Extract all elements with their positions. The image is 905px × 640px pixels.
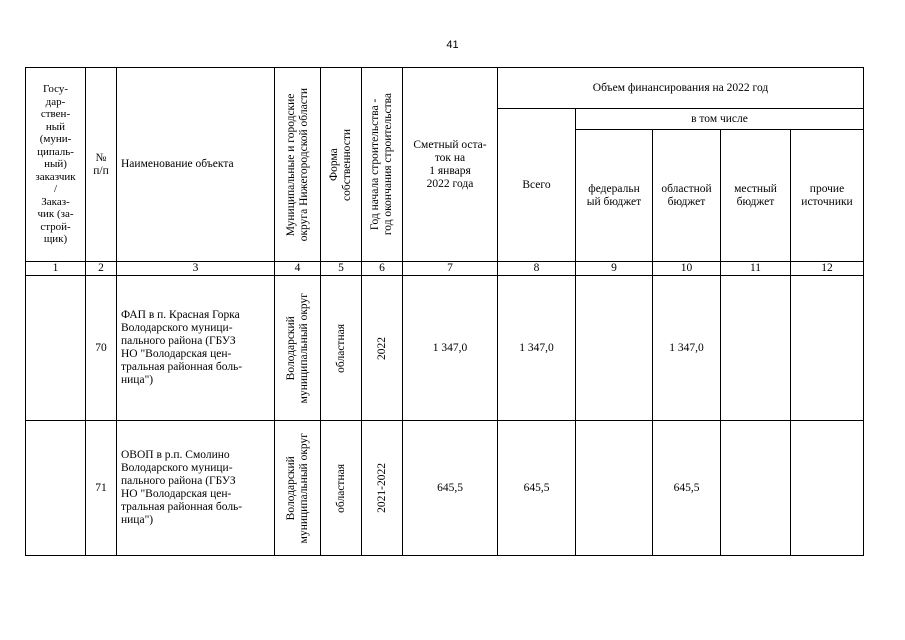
column-number: 6 (362, 262, 403, 276)
header-district-text: Муниципальные и городские округа Нижегородской области (284, 87, 310, 242)
cell-object-name: ОВОП в р.п. Смолино Володарского муници- пального района (ГБУЗ НО "Володарская цен- тральная районная боль- ница") (117, 421, 275, 556)
financing-table (25, 67, 864, 556)
cell-customer (26, 421, 86, 556)
column-number: 7 (403, 262, 498, 276)
cell-total: 645,5 (498, 421, 576, 556)
header-object-name: Наименование объекта (117, 68, 275, 262)
cell-district (275, 276, 321, 421)
header-regional: областной бюджет (653, 130, 721, 262)
cell-district (275, 421, 321, 556)
cell-years-text: 2021-2022 (375, 463, 388, 513)
column-number: 2 (86, 262, 117, 276)
cell-estimate: 1 347,0 (403, 276, 498, 421)
cell-federal (576, 276, 653, 421)
page-number: 41 (446, 39, 459, 51)
header-total: Всего (498, 109, 576, 262)
header-financing: Объем финансирования на 2022 год (498, 68, 864, 109)
cell-years (362, 421, 403, 556)
column-number: 8 (498, 262, 576, 276)
cell-customer (26, 276, 86, 421)
cell-ownership (321, 276, 362, 421)
cell-ownership (321, 421, 362, 556)
column-number: 5 (321, 262, 362, 276)
cell-local (721, 421, 791, 556)
cell-years (362, 276, 403, 421)
table-row (26, 421, 864, 556)
header-number: № п/п (86, 68, 117, 262)
column-number: 12 (791, 262, 864, 276)
cell-ownership-text: областная (334, 463, 347, 513)
header-federal: федеральн ый бюджет (576, 130, 653, 262)
cell-object-name: ФАП в п. Красная Горка Володарского муници- пального района (ГБУЗ НО "Володарская цен- тральная районная боль- ница") (117, 276, 275, 421)
table-row (26, 276, 864, 421)
header-years-text: Год начала строительства - год окончания строительства (369, 93, 394, 236)
cell-ownership-text: областная (334, 323, 347, 373)
cell-federal (576, 421, 653, 556)
cell-other (791, 421, 864, 556)
cell-number: 71 (86, 421, 117, 556)
cell-number: 70 (86, 276, 117, 421)
header-other: прочие источники (791, 130, 864, 262)
cell-local (721, 276, 791, 421)
cell-estimate: 645,5 (403, 421, 498, 556)
header-local: местный бюджет (721, 130, 791, 262)
header-ownership (321, 68, 362, 262)
header-customer: Госу- дар- ствен- ный (муни- ципаль- ный) заказчик / Заказ- чик (за- строй- щик) (26, 68, 86, 262)
header-including: в том числе (576, 109, 864, 130)
cell-total: 1 347,0 (498, 276, 576, 421)
column-number: 4 (275, 262, 321, 276)
cell-regional: 645,5 (653, 421, 721, 556)
column-number: 10 (653, 262, 721, 276)
header-ownership-text: Форма собственности (328, 128, 353, 201)
cell-regional: 1 347,0 (653, 276, 721, 421)
cell-years-text: 2022 (375, 336, 388, 360)
cell-district-text: Володарский муниципальный округ (284, 432, 310, 544)
cell-other (791, 276, 864, 421)
column-number: 9 (576, 262, 653, 276)
cell-district-text: Володарский муниципальный округ (284, 292, 310, 404)
column-number: 3 (117, 262, 275, 276)
header-estimate: Сметный оста- ток на 1 января 2022 года (403, 68, 498, 262)
header-district (275, 68, 321, 262)
column-number: 11 (721, 262, 791, 276)
column-number: 1 (26, 262, 86, 276)
header-years (362, 68, 403, 262)
